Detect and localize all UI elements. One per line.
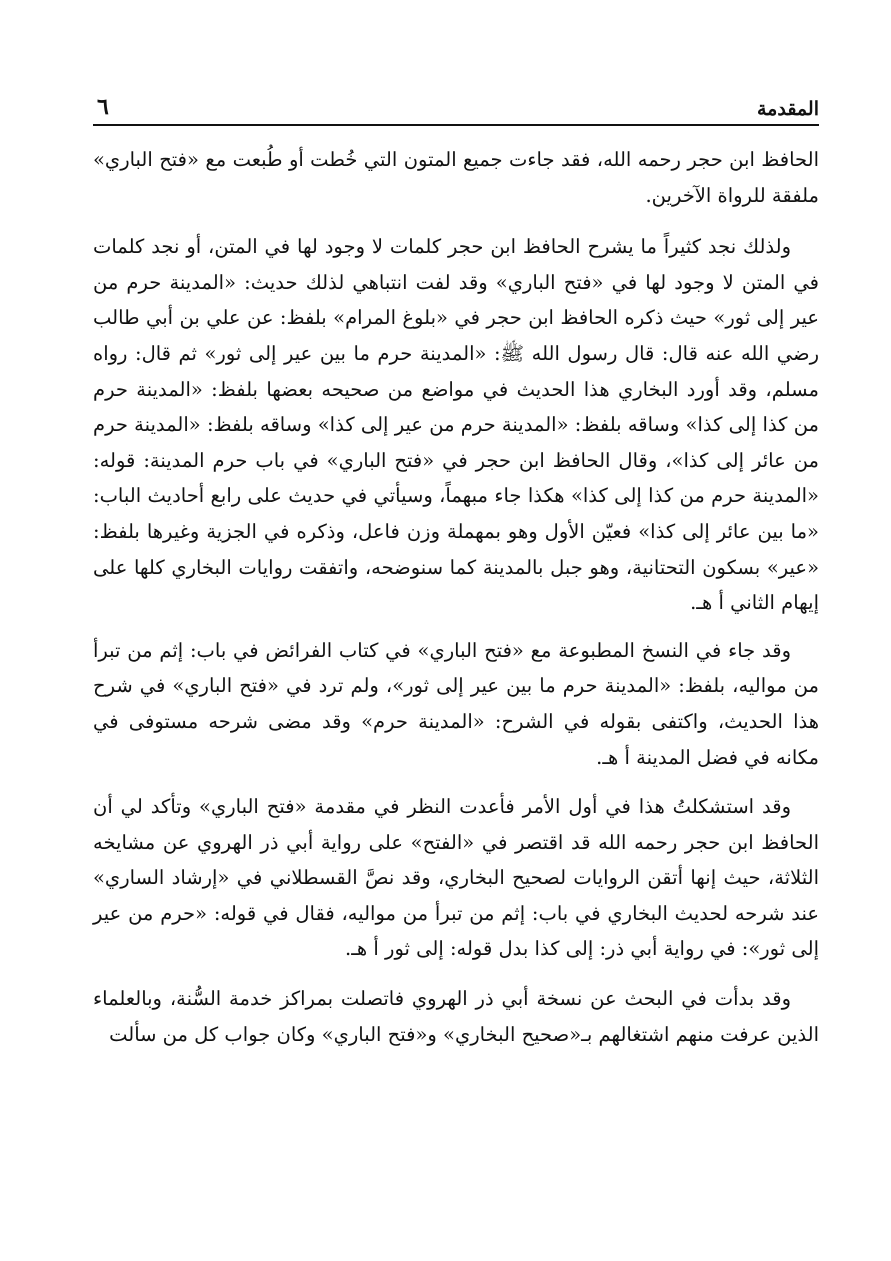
paragraph-continuation: الحافظ ابن حجر رحمه الله، فقد جاءت جميع المتون التي خُطت أو طُبعت مع «فتح الباري» ملفقة للرواة الآخرين. bbox=[93, 148, 819, 207]
running-header bbox=[93, 92, 819, 126]
body-text bbox=[93, 142, 819, 1052]
paragraph-printed-editions: وقد جاء في النسخ المطبوعة مع «فتح الباري» في كتاب الفرائض في باب: إثم من تبرأ من مواليه، بلفظ: «المدينة حرم ما بين عير إلى ثور»، ولم ترد في «فتح الباري» في شرح هذا الحديث، واكتفى بقوله في الشرح: «المدينة حرم» وقد مضى شرحه مستوفى في مكانه في فضل المدينة أ هـ. bbox=[93, 638, 819, 769]
paragraph-hadith-discussion: ولذلك نجد كثيراً ما يشرح الحافظ ابن حجر كلمات لا وجود لها في المتن، أو نجد كلمات في المتن لا وجود لها في «فتح الباري» وقد لفت انتباهي لذلك حديث: «المدينة حرم من عير إلى ثور» حيث ذكره الحافظ ابن حجر في «بلوغ المرام» بلفظ: عن علي بن أبي طالب رضي الله عنه قال: قال رسول الله ﷺ: «المدينة حرم ما بين عير إلى ثور» ثم قال: رواه مسلم، وقد أورد البخاري هذا الحديث في مواضع من صحيحه بعضها بلفظ: «المدينة حرم من كذا إلى كذا» وساقه بلفظ: «المدينة حرم من عير إلى كذا» وساقه بلفظ: «المدينة حرم من عائر إلى كذا»، وقال الحافظ ابن حجر في «فتح الباري» في باب حرم المدينة: قوله: «المدينة حرم من كذا إلى كذا» هكذا جاء مبهماً، وسيأتي في حديث على رابع أحاديث الباب: «ما بين عائر إلى كذا» فعيّن الأول وهو بمهملة وزن فاعل، وذكره في الجزية وغيرها بلفظ: «عير» بسكون التحتانية، وهو جبل بالمدينة كما سنوضحه، واتفقت روايات البخاري كلها على إيهام الثاني أ هـ. bbox=[93, 235, 819, 615]
page-number: ٦ bbox=[97, 94, 109, 120]
paragraph-abu-dhar-narration: وقد استشكلتُ هذا في أول الأمر فأعدت النظر في مقدمة «فتح الباري» وتأكد لي أن الحافظ ابن حجر رحمه الله قد اقتصر في «الفتح» على رواية أبي ذر الهروي عن مشايخه الثلاثة، حيث إنها أتقن الروايات لصحيح البخاري، وقد نصَّ القسطلاني في «إرشاد الساري» عند شرحه لحديث البخاري في باب: إثم من تبرأ من مواليه، فقال في قوله: «حرم من عير إلى ثور»: في رواية أبي ذر: إلى كذا بدل قوله: إلى ثور أ هـ. bbox=[93, 795, 819, 961]
paragraph-search-for-manuscript: وقد بدأت في البحث عن نسخة أبي ذر الهروي فاتصلت بمراكز خدمة السُّنة، وبالعلماء الذين عرفت منهم اشتغالهم بـ«صحيح البخاري» و«فتح الباري» وكان جواب كل من سألت bbox=[93, 987, 819, 1046]
section-title: المقدمة bbox=[756, 98, 819, 120]
